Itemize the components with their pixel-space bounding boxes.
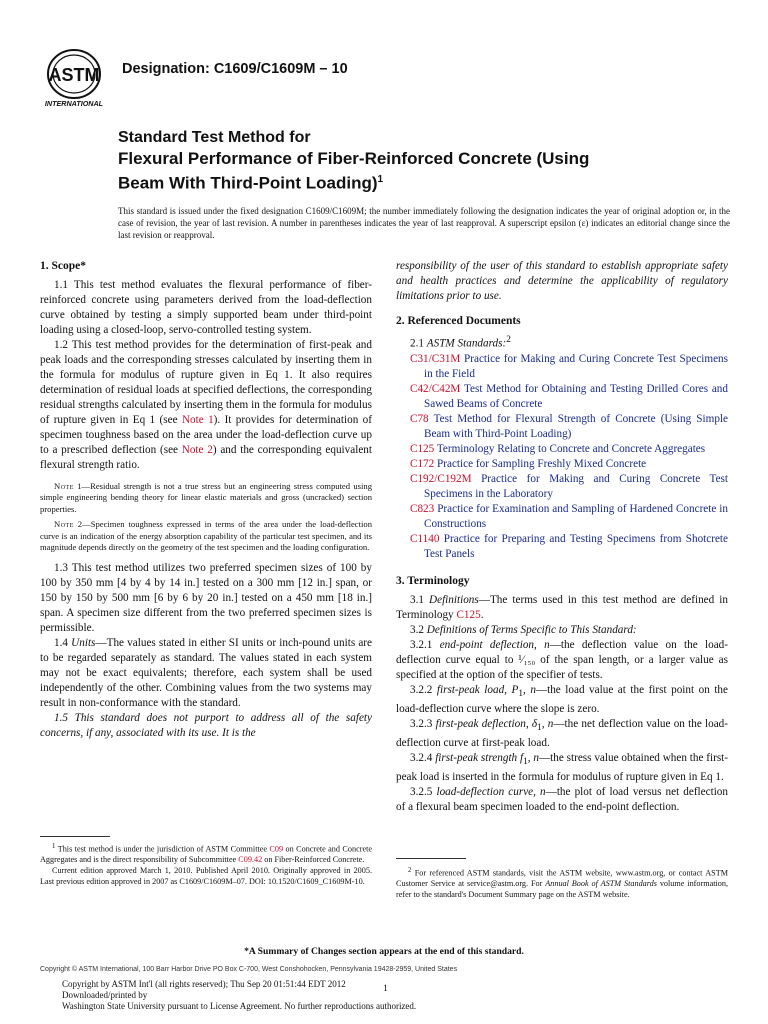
- logo-monogram: ASTM: [48, 65, 100, 85]
- footnote-1-edition: Current edition approved March 1, 2010. Published April 2010. Originally approved in 2005. Last previous edition approved in 2007 as C1609/C1609M–07. DOI: 10.1520/C1609_C1609M-10.: [40, 865, 372, 886]
- note-2: Note 2—Specimen toughness expressed in terms of the area under the load-deflection curve is an indication of the energy absorption capability of the particular test specimen, and its magnitude depends directly on the geometry of the test specimen and the loading configuration.: [40, 519, 372, 553]
- page-number: 1: [383, 984, 388, 994]
- terminology-3-2-4: 3.2.4 first-peak strength $f_1$, n—the stress value obtained when the first-peak load is inserted in the formula for modulus of rupture given in Eq 1.: [396, 752, 729, 784]
- paragraph-1-2: 1.2 This test method provides for the determination of first-peak and peak loads and the corresponding stresses calculated by inserting them in the formula for modulus of rupture given in Eq 1. It also requires determination of residual loads at specified deflections, the corresponding residual strengths calculated by inserting them in the formula for modulus of rupture given in Eq 1 (see Note 1). It provides for determination of specimen toughness based on the area under the load-deflection curve up to a prescribed deflection (see Note 2) and the corresponding equivalent flexural strength ratio.: [40, 339, 372, 471]
- section-heading-scope: 1. Scope*: [40, 260, 86, 272]
- astm-logo-icon: [40, 48, 112, 110]
- title-block: [118, 128, 678, 194]
- terminology-3-1: 3.1 Definitions—The terms used in this test method are defined in Terminology C125.: [396, 593, 728, 621]
- issuance-statement: This standard is issued under the fixed designation C1609/C1609M; the number immediately following the designation indicates the year of original adoption or, in the case of revision, the year of last revision. A number in parentheses indicates the year of last reapproval. A superscript epsilon (ε) indicates an editorial change since the last revision or reapproval.: [118, 206, 730, 240]
- reference-code-link[interactable]: C823: [410, 502, 435, 515]
- reference-code-link[interactable]: C192/C192M: [410, 472, 472, 485]
- footnote-1: $^1$ This test method is under the jurisdiction of ASTM Committee C09 on Concrete and Concrete Aggregates and is the direct responsibility of Subcommittee C09.42 on Fiber-Reinforced Concrete. Current edition approved March 1, 2010. Published April 2010. Originally approved in 2005. Last previous edition approved in 2007 as C1609/C1609M–07. DOI: 10.1520/C1609_C1609M-10.: [40, 843, 372, 886]
- paragraph-1-3: 1.3 This test method utilizes two preferred specimen sizes of 100 by 100 by 350 mm [4 by 4 by 14 in.] tested on a 300 mm [12 in.] span, or 150 by 150 by 500 mm [6 by 6 by 20 in.] tested on a 450 mm [18 in.] span. A specimen size different from the two preferred specimen sizes is permissible.: [40, 562, 372, 635]
- reference-code-link[interactable]: C1140: [410, 532, 440, 545]
- reference-title-link[interactable]: Terminology Relating to Concrete and Concrete Aggregates: [436, 442, 706, 455]
- reference-code-link[interactable]: C172: [410, 457, 435, 470]
- terminology-3-2-5: 3.2.5 load-deflection curve, n—the plot of load versus net deflection of a flexural beam specimen loaded to the end-point deflection.: [396, 786, 728, 814]
- reference-title-link[interactable]: Practice for Preparing and Testing Specimens from Shotcrete Test Panels: [424, 532, 728, 560]
- astm-standards-subheading: 2.1 ASTM Standards:$^2$: [410, 335, 511, 350]
- paragraph-1-5-continued: responsibility of the user of this standard to establish appropriate safety and health practices and determine the applicability of regulatory limitations prior to use.: [396, 260, 728, 302]
- reference-code-link[interactable]: C125: [410, 442, 435, 455]
- summary-of-changes-note: *A Summary of Changes section appears at the end of this standard.: [244, 946, 524, 957]
- footnote-rule-right: [396, 858, 466, 859]
- stamp-line-1: Copyright by ASTM Int'l (all rights reserved); Thu Sep 20 01:51:44 EDT 2012: [62, 979, 346, 989]
- copyright-line: Copyright © ASTM International, 100 Barr Harbor Drive PO Box C-700, West Conshohocken, Pennsylvania 19428-2959, United States: [40, 966, 458, 973]
- right-column: [396, 259, 728, 815]
- footnote-2: $^2$ For referenced ASTM standards, visit the ASTM website, www.astm.org, or contact ASTM Customer Service at service@astm.org. For Annual Book of ASTM Standards volume information, refer to the standard's Document Summary page on the ASTM website.: [396, 867, 729, 899]
- reference-title-link[interactable]: Test Method for Flexural Strength of Concrete (Using Simple Beam with Third-Point Loading): [424, 412, 728, 440]
- c125-link[interactable]: C125: [456, 608, 481, 621]
- terminology-3-2: 3.2 Definitions of Terms Specific to This Standard:: [410, 623, 637, 636]
- reference-code-link[interactable]: C31/C31M: [410, 352, 461, 365]
- paragraph-1-1: 1.1 This test method evaluates the flexural performance of fiber-reinforced concrete using parameters derived from the load-deflection curve obtained by testing a simply supported beam under third-point loading using a closed-loop, servo-controlled testing system.: [40, 279, 372, 336]
- terminology-3-2-3: 3.2.3 first-peak deflection, $\delta_1$, n—the net deflection value on the load-deflection curve at first-peak load.: [396, 717, 729, 750]
- stamp-line-3: Washington State University pursuant to License Agreement. No further reproductions authorized.: [62, 1001, 417, 1012]
- paragraph-1-4: 1.4 Units—The values stated in either SI units or inch-pound units are to be regarded separately as standard. The values stated in each system may not be exact equivalents; therefore, each system shall be used independently of the other. Combining values from the two systems may result in non-conformance with the standard.: [40, 637, 373, 710]
- paragraph-1-5: 1.5 This standard does not purport to address all of the safety concerns, if any, associated with its use. It is the: [40, 712, 372, 740]
- stamp-line-2: Downloaded/printed by: [62, 990, 148, 1001]
- reference-item: [396, 502, 728, 532]
- section-heading-terminology: 3. Terminology: [396, 574, 470, 587]
- c09-link[interactable]: C09: [269, 844, 284, 854]
- left-column: [40, 259, 372, 741]
- referenced-documents-list: [396, 352, 728, 562]
- reference-title-link[interactable]: Practice for Making and Curing Concrete Test Specimens in the Field: [424, 352, 729, 380]
- section-heading-referenced-documents: 2. Referenced Documents: [396, 315, 521, 327]
- terminology-3-2-1: 3.2.1 end-point deflection, n—the deflection value on the load-deflection curve equal to ¹⁄₁₅₀ of the span length, or a larger value as specified at the option of the specifier of tests.: [396, 638, 728, 681]
- title-main-line2: Beam With Third-Point Loading)$^1$: [118, 173, 384, 193]
- reference-item: [396, 472, 728, 502]
- astm-logo: [40, 48, 112, 110]
- note-2-link[interactable]: Note 2: [181, 444, 213, 456]
- logo-subtext: INTERNATIONAL: [44, 99, 104, 108]
- title-prefix: Standard Test Method for: [118, 129, 311, 146]
- reference-item: [396, 352, 728, 382]
- reference-title-link[interactable]: Test Method for Obtaining and Testing Drilled Cores and Sawed Beams of Concrete: [424, 382, 728, 410]
- download-stamp: [62, 979, 416, 1013]
- reference-item: [396, 532, 728, 562]
- reference-item: [396, 442, 728, 457]
- note-1: Note 1—Residual strength is not a true stress but an engineering stress computed using simple engineering bending theory for linear elastic materials and gross (uncracked) section properties.: [40, 481, 372, 514]
- footnote-rule-left: [40, 836, 110, 837]
- designation: Designation: C1609/C1609M – 10: [122, 61, 348, 77]
- reference-title-link[interactable]: Practice for Examination and Sampling of Hardened Concrete in Constructions: [424, 502, 728, 530]
- note-1-link[interactable]: Note 1: [181, 414, 214, 426]
- reference-code-link[interactable]: C78: [410, 412, 429, 425]
- reference-item: [396, 382, 728, 412]
- reference-code-link[interactable]: C42/C42M: [410, 382, 461, 395]
- terminology-3-2-2: 3.2.2 first-peak load, $P_1$, n—the load value at the first point on the load-deflection curve where the slope is zero.: [396, 683, 728, 715]
- reference-item: [396, 412, 728, 442]
- c09-42-link[interactable]: C09.42: [238, 855, 263, 865]
- reference-title-link[interactable]: Practice for Making and Curing Concrete Test Specimens in the Laboratory: [424, 472, 728, 500]
- reference-item: [396, 457, 728, 472]
- reference-title-link[interactable]: Practice for Sampling Freshly Mixed Concrete: [437, 457, 647, 470]
- title-main-line1: Flexural Performance of Fiber-Reinforced Concrete (Using: [118, 149, 590, 168]
- title-footnote-mark: 1: [377, 174, 384, 185]
